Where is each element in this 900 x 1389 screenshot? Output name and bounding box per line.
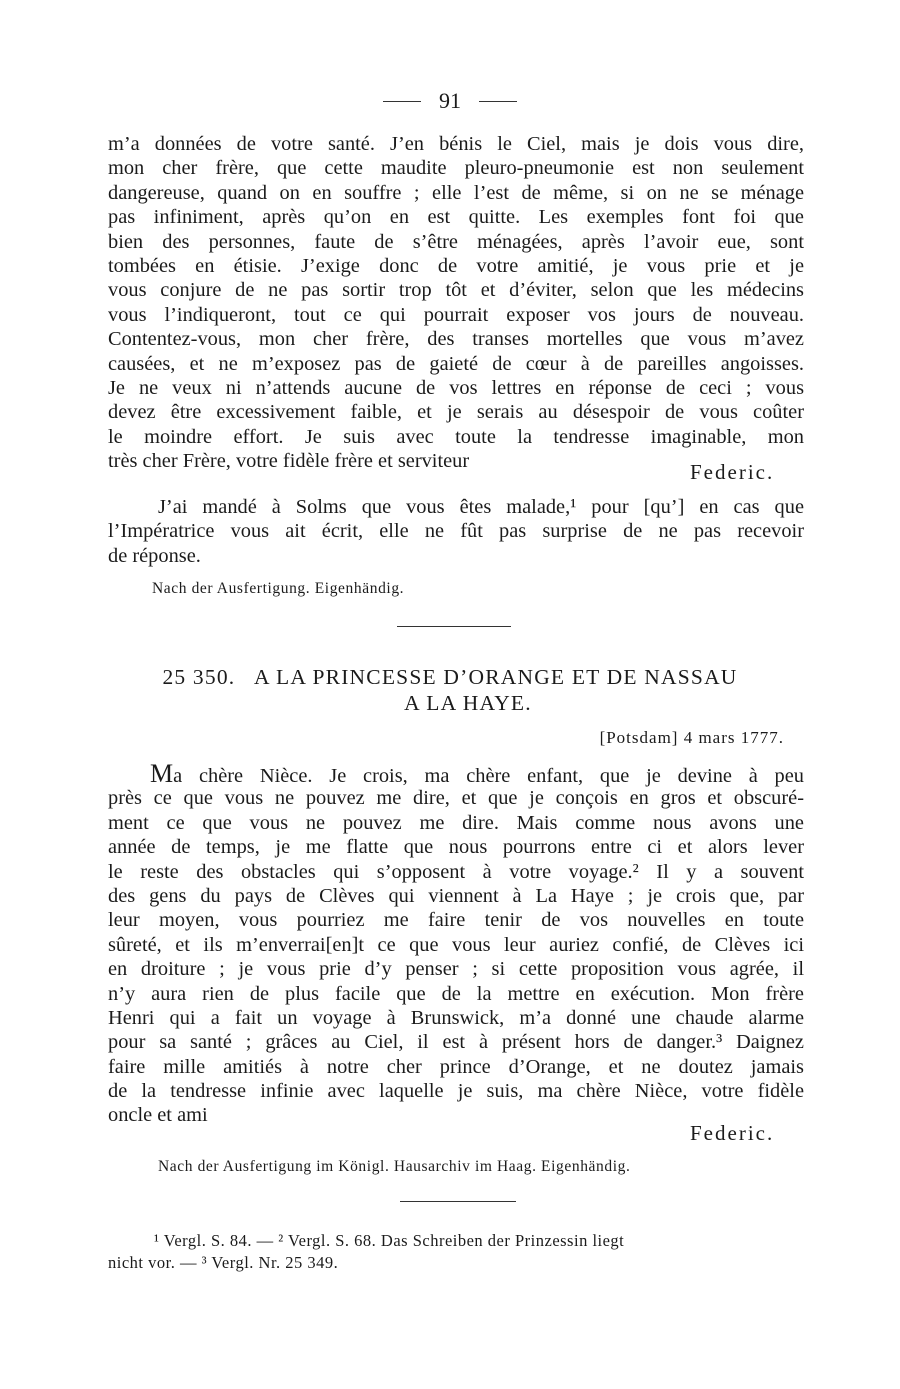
letter2-heading-line2: A LA HAYE.	[404, 691, 532, 715]
body-first-line	[108, 759, 804, 788]
page-number: 91	[439, 88, 461, 113]
page-header	[0, 88, 900, 114]
body-line: m’a données de votre santé. J’en bénis le Ciel, mais je dois vous dire,	[108, 133, 804, 155]
body-line: année de temps, je me flatte que nous pourrons entre ci et alors lever	[108, 836, 804, 859]
body-line: leur moyen, vous pourriez me faire tenir de vos nouvelles en toute	[108, 909, 804, 932]
footnote-line: ¹ Vergl. S. 84. — ² Vergl. S. 68. Das Schreiben der Prinzessin liegt	[154, 1231, 625, 1250]
body-line: causées, et ne m’exposez pas de gaieté de cœur à de pareilles angoisses.	[108, 352, 804, 375]
body-line: pas infiniment, après qu’on en est quitte. Les exemples font foi que	[108, 206, 804, 229]
footnote-divider	[400, 1201, 516, 1202]
postscript-line: J’ai mandé à Solms que vous êtes malade,¹ pour [qu’] en cas que	[158, 496, 804, 518]
letter1-body	[108, 132, 804, 473]
body-line: bien des personnes, faute de s’être ménagées, après l’avoir eue, sont	[108, 230, 804, 253]
body-line: dangereuse, quand on en souffre ; elle l’est de même, si on ne se ménage	[108, 181, 804, 204]
body-line: le reste des obstacles qui s’opposent à votre voyage.² Il y a souvent	[108, 860, 804, 883]
initial-letter: M	[150, 759, 174, 788]
body-line: ment ce que vous ne pouvez me dire. Mais comme nous avons une	[108, 811, 804, 834]
footnote-line: nicht vor. — ³ Vergl. Nr. 25 349.	[108, 1253, 339, 1272]
postscript-line: de réponse.	[108, 544, 201, 567]
letter2-date: [Potsdam] 4 mars 1777.	[599, 728, 784, 747]
first-line-text: a chère Nièce. Je crois, ma chère enfant, que je devine à peu	[173, 765, 804, 787]
letter-number: 25 350.	[162, 665, 236, 689]
body-line: des gens du pays de Clèves qui viennent à La Haye ; je crois que, par	[108, 884, 804, 907]
body-line: oncle et ami	[108, 1104, 208, 1127]
postscript-line: l’Impératrice vous ait écrit, elle ne fût pas surprise de ne pas recevoir	[108, 520, 804, 543]
body-line: près ce que vous ne pouvez me dire, et que je conçois en gros et obscuré-	[108, 787, 804, 810]
footnotes	[108, 1230, 808, 1274]
body-line: pour sa santé ; grâces au Ciel, il est à présent hors de danger.³ Daignez	[108, 1031, 804, 1054]
body-line: très cher Frère, votre fidèle frère et serviteur	[108, 450, 470, 473]
body-line: devez être excessivement faible, et je serais au désespoir de vous coûter	[108, 401, 804, 424]
letter2-heading-line1	[0, 664, 900, 690]
header-dash-right	[479, 101, 517, 102]
body-line: faire mille amitiés à notre cher prince d’Orange, et ne doutez jamais	[108, 1055, 804, 1078]
body-line: en droiture ; je vous prie d’y penser ; si cette proposition vous agrée, il	[108, 958, 804, 981]
body-line: vous conjure de ne pas sortir trop tôt et d’éviter, selon que les médecins	[108, 279, 804, 302]
body-line: tombées en étisie. J’exige donc de votre amitié, je vous prie et je	[108, 254, 804, 277]
body-line: Henri qui a fait un voyage à Brunswick, m’a donné une chaude alarme	[108, 1006, 804, 1029]
letter2-source-note: Nach der Ausfertigung im Königl. Hausarchiv im Haag. Eigenhändig.	[158, 1158, 631, 1175]
body-line: sûreté, et ils m’enverrai[en]t ce que vous leur auriez confié, de Clèves ici	[108, 933, 804, 956]
letter1-signature: Federic.	[690, 460, 775, 484]
body-line: Contentez-vous, mon cher frère, des transes mortelles que vous m’avez	[108, 328, 804, 351]
letter1-postscript	[108, 495, 804, 568]
body-line: mon cher frère, que cette maudite pleuro-pneumonie est non seulement	[108, 157, 804, 180]
header-dash-left	[383, 101, 421, 102]
body-line: vous l’indiqueront, tout ce qui pourrait exposer vos jours de nouveau.	[108, 303, 804, 326]
recipient-title: A LA PRINCESSE D’ORANGE ET DE NASSAU	[253, 665, 738, 689]
body-line: Je ne veux ni n’attends aucune de vos lettres en réponse de ceci ; vous	[108, 376, 804, 399]
body-line: le moindre effort. Je suis avec toute la tendresse imaginable, mon	[108, 425, 804, 448]
letter2-signature: Federic.	[690, 1121, 775, 1145]
body-line: n’y aura rien de plus facile que de la mettre en exécution. Mon frère	[108, 982, 804, 1005]
letter1-source-note: Nach der Ausfertigung. Eigenhändig.	[152, 580, 405, 597]
letter2-body	[108, 759, 804, 1128]
section-divider	[397, 626, 511, 627]
body-line: de la tendresse infinie avec laquelle je suis, ma chère Nièce, votre fidèle	[108, 1080, 804, 1103]
